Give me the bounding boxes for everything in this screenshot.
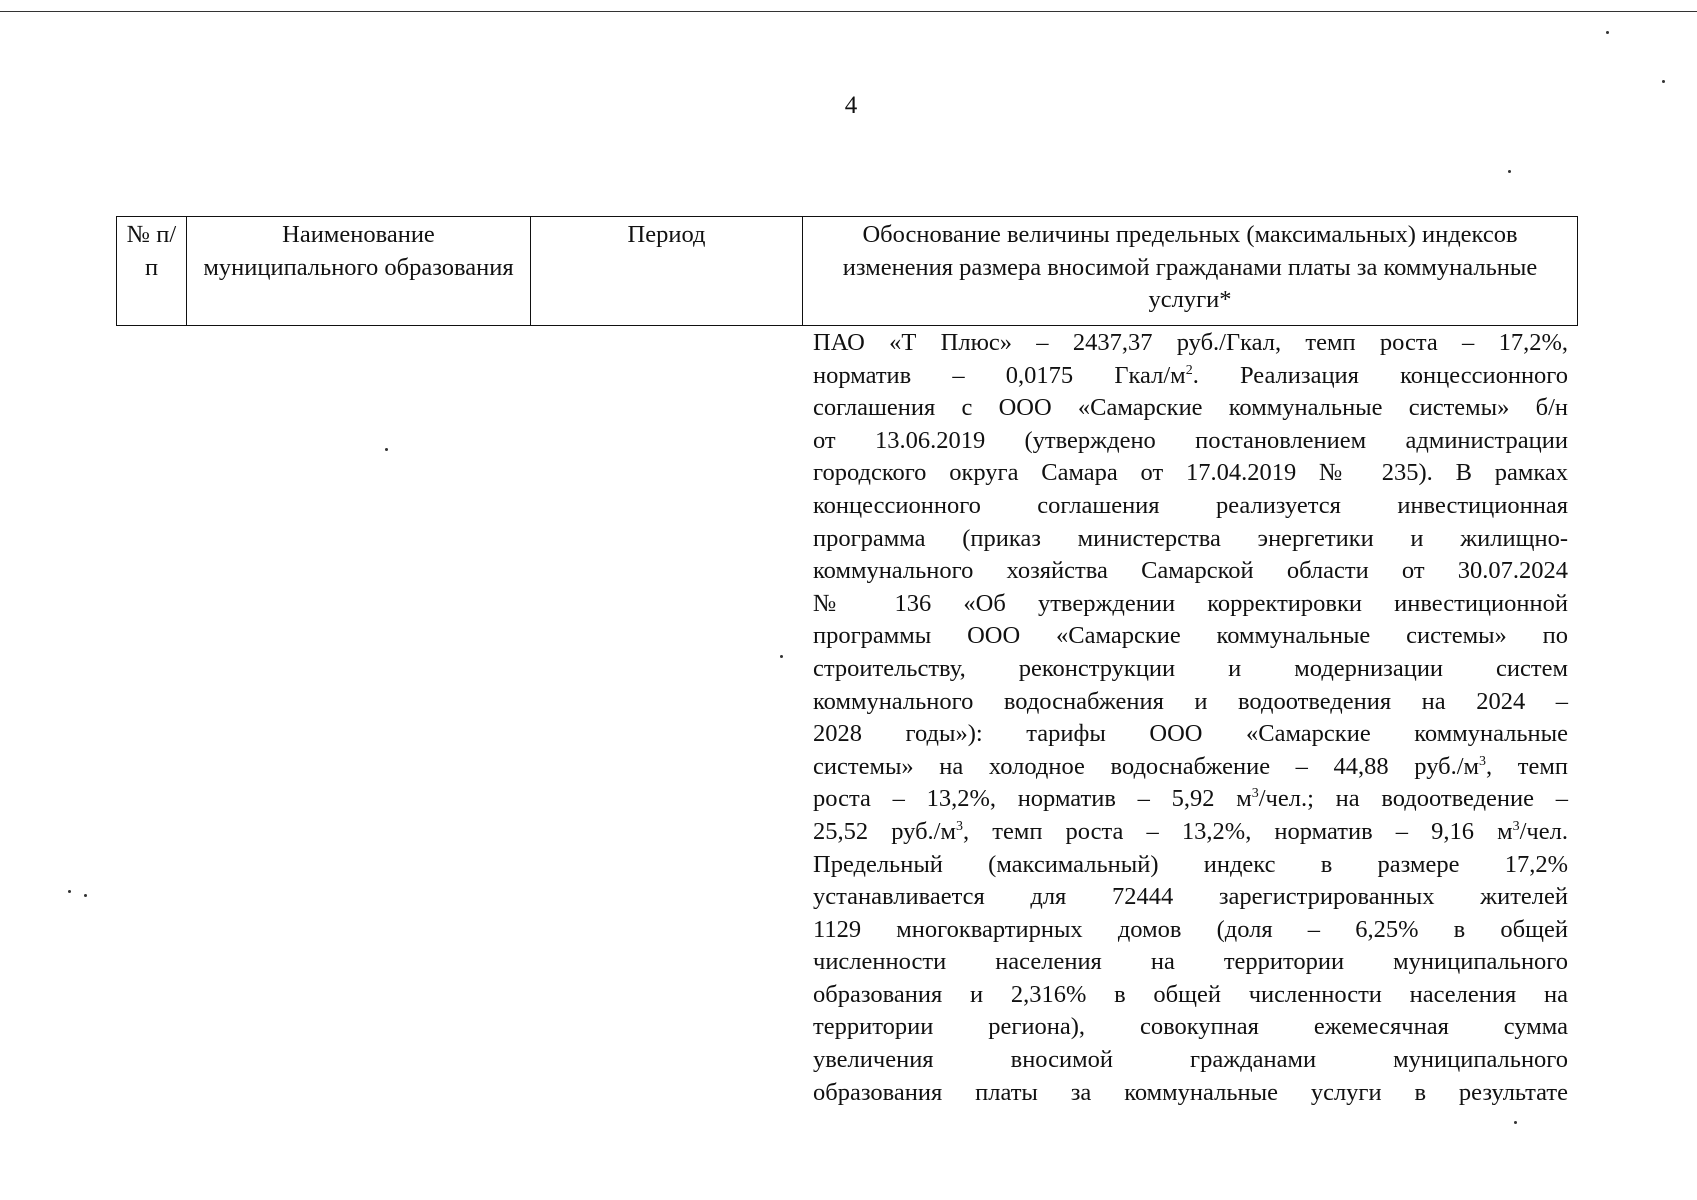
scan-speck xyxy=(780,655,783,658)
scan-speck xyxy=(68,890,71,893)
text-line: численности населения на территории муниципального xyxy=(813,948,1568,976)
text-line: от 13.06.2019 (утверждено постановлением администрации xyxy=(813,426,1568,454)
text-line: программы ООО «Самарские коммунальные системы» по xyxy=(813,622,1568,650)
text-line: образования и 2,316% в общей численности населения на xyxy=(813,980,1568,1008)
text-line: увеличения вносимой гражданами муниципального xyxy=(813,1046,1568,1074)
text-line: ПАО «Т Плюс» – 2437,37 руб./Гкал, темп роста – 17,2%, xyxy=(813,329,1568,356)
scan-speck xyxy=(1508,170,1511,173)
text-line: 2028 годы»): тарифы ООО «Самарские коммунальные xyxy=(813,720,1568,748)
header-row xyxy=(117,217,1578,326)
superscript: 3 xyxy=(956,818,963,834)
column-header-number: № п/п xyxy=(117,217,187,326)
text-line: строительству, реконструкции и модернизации систем xyxy=(813,654,1568,682)
column-header-justification: Обоснование величины предельных (максимальных) индексов изменения размера вносимой гражданами платы за коммунальные услуги* xyxy=(803,217,1578,326)
text-line: устанавливается для 72444 зарегистрированных жителей xyxy=(813,883,1568,911)
text-line: концессионного соглашения реализуется инвестиционная xyxy=(813,491,1568,519)
scan-speck xyxy=(84,894,87,897)
column-header-period: Период xyxy=(531,217,803,326)
text-line: коммунального водоснабжения и водоотведения на 2024 – xyxy=(813,687,1568,715)
superscript: 3 xyxy=(1251,786,1259,802)
superscript: 3 xyxy=(1512,818,1520,834)
text-line: Предельный (максимальный) индекс в размере 17,2% xyxy=(813,850,1568,878)
column-header-municipality: Наименование муниципального образования xyxy=(187,217,531,326)
superscript: 2 xyxy=(1185,362,1193,378)
text-line: роста – 13,2%, норматив – 5,92 $м^3$/чел.; на водоотведение – xyxy=(813,785,1568,813)
text-line: № 136 «Об утверждении корректировки инвестиционной xyxy=(813,589,1568,617)
text-line: норматив – 0,0175 Гкал/$м^2$. Реализация концессионного xyxy=(813,361,1568,389)
scan-speck xyxy=(1514,1121,1517,1124)
scan-speck xyxy=(385,448,388,451)
text-line: коммунального хозяйства Самарской области от 30.07.2024 xyxy=(813,557,1568,585)
superscript: 3 xyxy=(1479,753,1487,769)
text-line: территории региона), совокупная ежемесячная сумма xyxy=(813,1013,1568,1041)
page-number: 4 xyxy=(844,92,858,119)
top-rule xyxy=(0,11,1697,12)
text-line: программа (приказ министерства энергетики и жилищно- xyxy=(813,524,1568,552)
text-line: системы» на холодное водоснабжение – 44,88 $руб./м^3$, темп xyxy=(813,752,1568,780)
header-table xyxy=(116,216,1578,326)
text-line: 25,52 $руб./м^3$, темп роста – 13,2%, норматив – 9,16 $м^3$/чел. xyxy=(813,817,1568,845)
justification-text xyxy=(813,327,1568,1109)
text-line: образования платы за коммунальные услуги в результате xyxy=(813,1078,1568,1106)
text-line: соглашения с ООО «Самарские коммунальные системы» б/н xyxy=(813,394,1568,422)
scan-speck xyxy=(1662,80,1665,83)
scan-speck xyxy=(1606,31,1609,34)
text-line: городского округа Самара от 17.04.2019 № 235). В рамках xyxy=(813,459,1568,487)
text-line: 1129 многоквартирных домов (доля – 6,25% в общей xyxy=(813,915,1568,943)
